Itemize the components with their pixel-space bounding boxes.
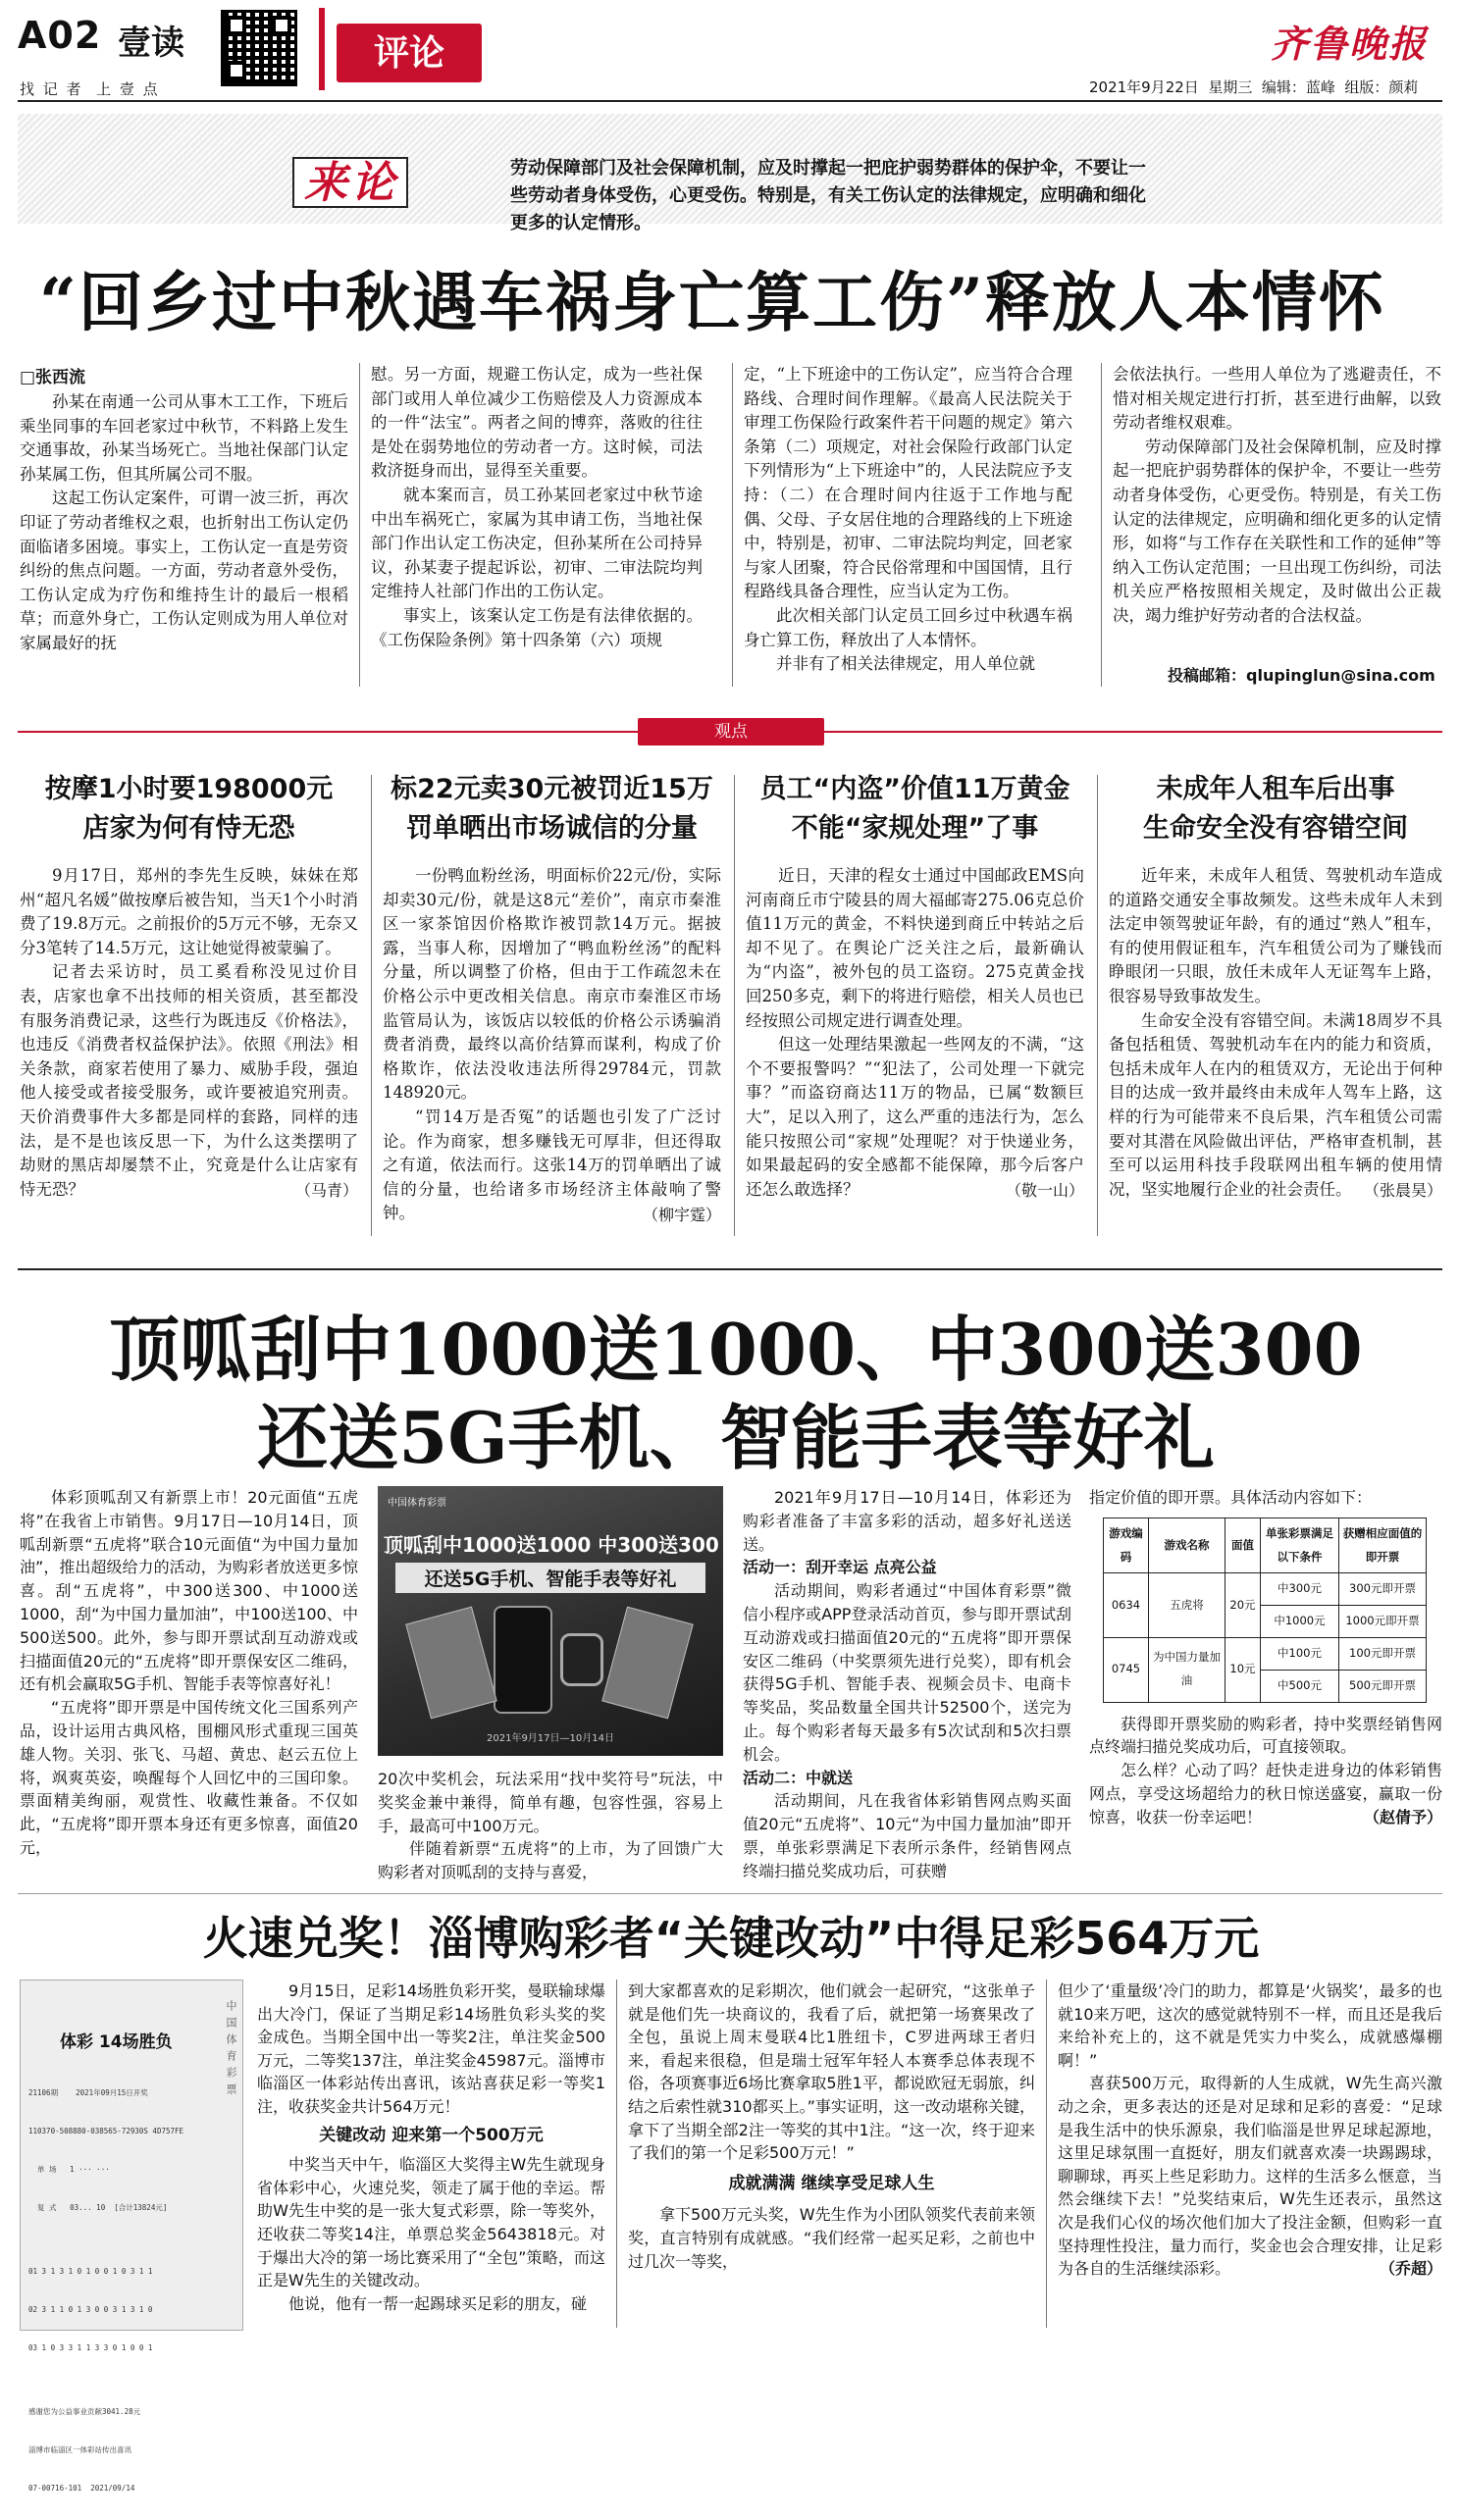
paper-logo: 齐鲁晚报 xyxy=(1271,22,1429,66)
lottery-headline-1: 顶呱刮中1000送1000、中300送300 xyxy=(109,1308,1363,1391)
lottery-para: “五虎将”即开票是中国传统文化三国系列产品，设计运用古典风格，围棚风形式重现三国英雄人物。关羽、张飞、马超、黄忠、赵云五位上将，飒爽英姿，唤醒每个人回忆中的三国印象。票面精美绚丽，观赏性、收藏性兼备。不仅如此，“五虎将”即开票本身还有更多惊喜，面值20元， xyxy=(20,1698,358,1857)
table-header: 游戏编码 xyxy=(1104,1517,1149,1573)
table-cell: 1000元即开票 xyxy=(1339,1606,1427,1638)
lailun-author: □张西流 xyxy=(20,368,86,387)
football-ticket-image xyxy=(20,1980,243,2493)
lottery-column-2-below xyxy=(378,1768,723,1884)
lailun-col1-para: 这起工伤认定案件，可谓一波三折，再次印证了劳动者维权之艰，也折射出工伤认定仍面临诸多困境。事实上，工伤认定一直是劳资纠纷的焦点问题。一方面，劳动者意外受伤，工伤认定成为疗伤和维持生计的最后一根稻草；而意外身亡，工伤认定则成为用人单位对家属最好的抚 xyxy=(20,489,348,652)
article-author: （马青） xyxy=(294,1181,358,1201)
lottery-para: 怎么样？心动了吗？赶快走进身边的体彩销售网点，享受这场超给力的秋日惊送盛宴，赢取一份惊喜，收获一份幸运吧！ xyxy=(1089,1761,1442,1826)
table-cell: 五虎将 xyxy=(1149,1573,1225,1638)
lottery-para: 伴随着新票“五虎将”的上市，为了回馈广大购彩者对顶呱刮的支持与喜爱， xyxy=(378,1839,723,1882)
lailun-column-4 xyxy=(1113,363,1441,629)
article-title: 员工“内盗”价值11万黄金 xyxy=(759,774,1070,804)
ticket-line: 淄博市临淄区一体彩站传出喜讯 xyxy=(28,2445,131,2454)
football-para: 中奖当天中午，临淄区大奖得主W先生就现身省体彩中心，火速兑奖，领走了属于他的幸运。帮助W先生中奖的是一张大复式彩票，除一等奖外，还收获二等奖14注，单票总奖金5643818元。对于爆出大冷的第一场比赛采用了“全包”策略，而这正是W先生的关键改动。 xyxy=(257,2155,605,2290)
guandian-article-1 xyxy=(20,770,358,1201)
ticket-line: 110370-508880-038565-72930S 4D757FE xyxy=(28,2127,184,2135)
football-author: （乔超） xyxy=(1379,2258,1442,2278)
lailun-col3-para: 此次相关部门认定员工回乡过中秋遇车祸身亡算工伤，释放出了人本情怀。 xyxy=(744,605,1072,649)
lailun-headline: “回乡过中秋遇车祸身亡算工伤”释放人本情怀 xyxy=(39,264,1385,340)
lailun-col2-para: 慰。另一方面，规避工伤认定，成为一些社保部门或用人单位减少工伤赔偿及人力资源成本的一件“法宝”。两者之间的博弈，落败的往往是处在弱势地位的劳动者一方。这时候，司法救济挺身而出，显得至关重要。 xyxy=(371,365,703,481)
column-divider xyxy=(734,775,735,1236)
lottery-headline-2: 还送5G手机、智能手表等好礼 xyxy=(257,1396,1215,1479)
lailun-col2-para: 事实上，该案认定工伤是有法律依据的。《工伤保险条例》第十四条第（六）项规 xyxy=(371,605,703,649)
table-header: 获赠相应面值的即开票 xyxy=(1339,1517,1427,1573)
section-name: 壹读 xyxy=(118,24,184,63)
table-header: 面值 xyxy=(1225,1517,1261,1573)
lailun-col3-para: 定，“上下班途中的工伤认定”，应当符合合理路线、合理时间作理解。《最高人民法院关于审理工伤保险行政案件若干问题的规定》第六条第（二）项规定，对社会保险行政部门认定下列情形为“上下班途中”的，人民法院应予支持：（二）在合理时间内往返于工作地与配偶、父母、子女居住地的合理路线的上下班途中，特别是，初审、二审法院均判定，回老家与家人团聚，符合民俗常理和中国国情，且行程路线具备合理性，应当认定为工伤。 xyxy=(744,365,1072,601)
article-author: （敬一山） xyxy=(1005,1181,1084,1201)
guandian-label: 观点 xyxy=(638,718,824,746)
article-title: 罚单晒出市场诚信的分量 xyxy=(406,813,698,844)
poster-brand: 中国体育彩票 xyxy=(388,1498,446,1509)
lottery-rule xyxy=(18,1268,1442,1270)
lailun-column-1 xyxy=(20,390,348,656)
football-subhead: 成就满满 继续享受足球人生 xyxy=(728,2173,935,2193)
ticket-lines xyxy=(28,2061,225,2520)
article-para: 近日，天津的程女士通过中国邮政EMS向河南商丘市宁陵县的周大福邮寄275.06克总价值11万元的黄金，不料快递到商丘中转站之后却不见了。在舆论广泛关注之后，最新确认为“内盗”，被外包的员工盗窃。275克黄金找回250多克，剩下的将进行赔偿，相关人员也已经按照公司规定进行调查处理。 xyxy=(746,866,1084,1030)
page-code: A02 xyxy=(18,14,102,57)
table-cell: 中500元 xyxy=(1261,1670,1339,1702)
lottery-column-4 xyxy=(1089,1486,1442,1828)
phone-image xyxy=(494,1606,552,1714)
lottery-para: 2021年9月17日—10月14日，体彩还为购彩者准备了丰富多彩的活动，超多好礼送送送。 xyxy=(743,1488,1071,1554)
article-author: （张晨昊） xyxy=(1363,1181,1442,1201)
ticket-line: 单 场 1 ··· ··· xyxy=(28,2165,110,2174)
lailun-col2-para: 就本案而言，员工孙某回老家过中秋节途中出车祸死亡，家属为其申请工伤，当地社保部门作出认定工伤决定，但孙某所在公司持异议，孙某妻子提起诉讼，初审、二审法院均判定维持人社部门作出的工伤认定。 xyxy=(371,485,703,601)
table-cell: 20元 xyxy=(1225,1573,1261,1638)
table-cell: 100元即开票 xyxy=(1339,1637,1427,1670)
poster-line-2: 还送5G手机、智能手表等好礼 xyxy=(395,1563,705,1593)
football-column-3 xyxy=(1058,1980,1442,2280)
ticket-line: 01 3 1 3 1 0 1 0 0 1 0 3 1 1 xyxy=(28,2267,153,2276)
lottery-author: （赵倩予） xyxy=(1363,1807,1442,1826)
lailun-badge: 来论 xyxy=(304,158,398,208)
column-tab-bracket xyxy=(319,8,325,90)
article-para: 但这一处理结果激起一些网友的不满，“这个不要报警吗？”“犯法了，公司处理一下就完事？”而盗窃商达11万的物品，已属“数额巨大”，足以入刑了，这么严重的违法行为，怎么能只按照公司“家规”处理呢？对于快递业务，如果最起码的安全感都不能保障，那今后客户还怎么敢选择？ xyxy=(746,1035,1084,1199)
football-column-2 xyxy=(628,1980,1035,2273)
column-divider xyxy=(1097,775,1098,1236)
article-title: 标22元卖30元被罚近15万 xyxy=(391,774,713,804)
article-title: 不能“家规处理”了事 xyxy=(791,813,1039,844)
column-divider xyxy=(732,363,733,687)
table-cell: 10元 xyxy=(1225,1637,1261,1702)
article-para: 记者去采访时，员工奚看称没见过价目表，店家也拿不出技师的相关资质，甚至都没有服务消费记录，这些行为既违反《价格法》，也违反《消费者权益保护法》。依照《刑法》相关条款，商家若使用了暴力、威胁手段，强迫他人接受或者接受服务，或许要被追究刑责。天价消费事件大多都是同样的套路，同样的违法，是不是也该反思一下，为什么这类摆明了劫财的黑店却屡禁不止，究竟是什么让店家有恃无恐？ xyxy=(20,962,358,1199)
article-para: 一份鸭血粉丝汤，明面标价22元/份，实际却卖30元/份，就是这8元“差价”，南京市秦淮区一家茶馆因价格欺诈被罚款14万元。据披露，当事人称，因增加了“鸭血粉丝汤”的配料分量，所以调整了价格，但由于工作疏忽未在价格公示中更改相关信息。南京市秦淮区市场监管局认为，该饭店以较低的价格公示诱骗消费者消费，最终以高价结算而谋利，构成了价格欺诈，依法没收违法所得29784元，罚款148920元。 xyxy=(383,866,721,1103)
football-para: 但少了‘重量级’冷门的助力，都算是‘火锅奖’，最多的也就10来万吧，这次的感觉就特别不一样，而且还是我后来给补充上的，这不就是凭实力中奖么，成就感爆棚啊！” xyxy=(1058,1981,1442,2070)
table-cell: 中100元 xyxy=(1261,1637,1339,1670)
guandian-article-4 xyxy=(1109,770,1442,1201)
poster-line-1: 顶呱刮中1000送1000 中300送300 xyxy=(384,1533,719,1557)
football-rule xyxy=(18,1893,1442,1894)
table-row xyxy=(1104,1573,1427,1606)
football-subhead: 关键改动 迎来第一个500万元 xyxy=(319,2125,544,2145)
ticket-fan-image xyxy=(601,1607,693,1720)
article-title: 店家为何有恃无恐 xyxy=(82,813,295,844)
football-para: 到大家都喜欢的足彩期次，他们就会一起研究，“这张单子就是他们先一块商议的，我看了后，就把第一场赛果改了全包，虽说上周末曼联4比1胜纽卡，C罗进两球王者归来，看起来很稳，但是瑞士冠军年轻人本赛季总体表现不俗，各项赛事近6场比赛拿取5胜1平，都说欧冠无弱旅，纠结之后索性就310都买上。”事实证明，这一改动堪称关键，拿下了当期全部2注一等奖的其中1注。“这一次，终于迎来了我们的第一个足彩500万元！” xyxy=(628,1981,1035,2163)
masthead-rule xyxy=(18,100,1442,102)
ticket-fan-image xyxy=(405,1607,496,1720)
table-cell: 500元即开票 xyxy=(1339,1670,1427,1702)
lottery-para: 获得即开票奖励的购彩者，持中奖票经销售网点终端扫描兑奖成功后，可直接领取。 xyxy=(1089,1714,1442,1757)
ticket-line: 复 式 03... 10 [合计13824元] xyxy=(28,2203,168,2212)
date-line: 2021年9月22日 星期三 编辑：蓝峰 组版：颜莉 xyxy=(1089,78,1419,96)
column-divider xyxy=(1046,1980,1047,2328)
lailun-column-2 xyxy=(371,363,703,652)
lottery-para: 活动期间，凡在我省体彩销售网点购买面值20元“五虎将”、10元“为中国力量加油”即开票，单张彩票满足下表所示条件，经销售网点终端扫描兑奖成功后，可获赠 xyxy=(743,1791,1071,1880)
activity-2-title: 活动二：中就送 xyxy=(743,1768,854,1787)
ticket-line: 07-00716-101 2021/09/14 xyxy=(28,2484,135,2493)
column-divider xyxy=(616,1980,617,2328)
football-para: 拿下500万元头奖，W先生作为小团队领奖代表前来领奖，直言特别有成就感。“我们经常一起买足彩，之前也中过几次一等奖， xyxy=(628,2205,1035,2271)
table-row xyxy=(1104,1637,1427,1670)
ticket-line: 02 3 1 1 0 1 3 0 0 3 1 3 1 0 xyxy=(28,2305,153,2314)
activity-1-title: 活动一：刮开幸运 点亮公益 xyxy=(743,1558,937,1577)
lottery-para: 指定价值的即开票。具体活动内容如下： xyxy=(1089,1488,1373,1507)
lottery-column-3 xyxy=(743,1486,1071,1883)
article-author: （柳宇霆） xyxy=(642,1205,721,1224)
article-para: “罚14万是否冤”的话题也引发了广泛讨论。作为商家，想多赚钱无可厚非，但还得取之有道，依法而行。这张14万的罚单晒出了诚信的分量，也给诸多市场经济主体敲响了警钟。 xyxy=(383,1106,721,1223)
guandian-article-2 xyxy=(383,770,721,1225)
lailun-col4-para: 会依法执行。一些用人单位为了逃避责任，不惜对相关规定进行打折，甚至进行曲解，以致劳动者维权艰难。 xyxy=(1113,365,1441,433)
guandian-article-3 xyxy=(746,770,1084,1201)
lottery-para: 活动期间，购彩者通过“中国体育彩票”微信小程序或APP登录活动首页，参与即开票试刮互动游戏或扫描面值20元的“五虎将”即开票保安区二维码（中奖票须先进行兑奖），即有机会获得5G手机、智能手表、视频会员卡、电商卡等奖品，奖品数量全国共计52500个，送完为止。每个购彩者每天最多有5次试刮和5次扫票机会。 xyxy=(743,1581,1071,1764)
table-cell: 中300元 xyxy=(1261,1573,1339,1606)
article-title: 按摩1小时要198000元 xyxy=(44,774,334,804)
lailun-column-3 xyxy=(744,363,1072,677)
article-title: 未成年人租车后出事 xyxy=(1156,774,1395,804)
lailun-col1-para: 孙某在南通一公司从事木工工作，下班后乘坐同事的车回老家过中秋节，不料路上发生交通事故，孙某当场死亡。当地社保部门认定孙某属工伤，但其所属公司不服。 xyxy=(20,392,348,484)
football-para: 9月15日，足彩14场胜负彩开奖，曼联输球爆出大冷门，保证了当期足彩14场胜负彩头奖的奖金成色。当期全国中出一等奖2注，单注奖金500万元，二等奖137注，单注奖金45987元。淄博市临淄区一体彩站传出喜讯，该站喜获足彩一等奖1注，收获奖金共计564万元！ xyxy=(257,1981,605,2116)
table-cell: 中1000元 xyxy=(1261,1606,1339,1638)
lottery-para: 20次中奖机会，玩法采用“找中奖符号”玩法，中奖奖金兼中兼得，简单有趣，包容性强，容易上手，最高可中100万元。 xyxy=(378,1770,723,1835)
lottery-column-1 xyxy=(20,1486,358,1860)
football-para: 喜获500万元，取得新的人生成就，W先生高兴激动之余，更多表达的还是对足球和足彩的喜爱：“足球是我生活中的快乐源泉，我们临淄是世界足球起源地，这里足球氛围一直挺好，朋友们就喜欢凑一块踢踢球，聊聊球，再买上些足彩助力。这样的生活多么惬意，当然会继续下去！”兑奖结束后，W先生还表示，虽然这次是我们心仪的场次他们加大了投注金额，但购彩一直坚持理性投注，量力而行，奖金也会合理安排，让足彩为各自的生活继续添彩。 xyxy=(1058,2074,1442,2279)
table-cell: 为中国力量加油 xyxy=(1149,1637,1225,1702)
football-headline: 火速兑奖！淄博购彩者“关键改动”中得足彩564万元 xyxy=(202,1912,1260,1965)
ticket-line: 感谢您为公益事业贡献3041.28元 xyxy=(28,2407,141,2416)
table-cell: 0634 xyxy=(1104,1573,1149,1638)
qr-code-icon[interactable] xyxy=(221,10,297,86)
article-para: 生命安全没有容错空间。未满18周岁不具备包括租赁、驾驶机动车在内的能力和资质，包括未成年人在内的租赁双方，无论出于何种目的达成一致并最终由未成年人驾车上路，这样的行为可能带来不良后果，汽车租赁公司需要对其潜在风险做出评估，严格审查机制，甚至可以运用科技手段联网出租车辆的使用情况，坚实地履行企业的社会责任。 xyxy=(1109,1010,1442,1199)
poster-dates: 2021年9月17日—10月14日 xyxy=(487,1733,614,1744)
ticket-line: 03 1 0 3 3 1 1 3 3 0 1 0 0 1 xyxy=(28,2343,153,2352)
football-para: 他说，他有一帮一起踢球买足彩的朋友，碰 xyxy=(288,2293,588,2313)
masthead-slogan: 找 记 者 上 壹 点 xyxy=(20,80,160,98)
column-tab: 评论 xyxy=(337,24,482,82)
column-divider xyxy=(359,363,360,687)
table-header: 单张彩票满足以下条件 xyxy=(1261,1517,1339,1573)
submission-email[interactable]: 投稿邮箱：qlupinglun@sina.com xyxy=(1168,666,1435,685)
article-title: 生命安全没有容错空间 xyxy=(1143,813,1408,844)
table-cell: 0745 xyxy=(1104,1637,1149,1702)
table-header: 游戏名称 xyxy=(1149,1517,1225,1573)
lottery-poster xyxy=(378,1486,723,1756)
ticket-title: 体彩 14场胜负 xyxy=(60,2032,173,2052)
article-para: 9月17日，郑州的李先生反映，妹妹在郑州“超凡名媛”做按摩后被告知，当天1个小时消费了19.8万元。之前报价的5万元不够，无奈又分3笔转了14.5万元，这让她觉得被蒙骗了。 xyxy=(20,866,358,957)
article-para: 近年来，未成年人租赁、驾驶机动车造成的道路交通安全事故频发。这些未成年人未到法定申领驾驶证年龄，有的通过“熟人”租车，有的使用假证租车，汽车租赁公司为了赚钱而睁眼闭一只眼，放任未成年人无证驾车上路，很容易导致事故发生。 xyxy=(1109,866,1442,1005)
watch-image xyxy=(560,1633,603,1686)
prize-table xyxy=(1103,1517,1427,1703)
column-divider xyxy=(1101,363,1102,687)
ticket-line: 21106期 2021年09月15日开奖 xyxy=(28,2088,148,2097)
lailun-intro: 劳动保障部门及社会保障机制，应及时撑起一把庇护弱势群体的保护伞，不要让一些劳动者身体受伤，心更受伤。特别是，有关工伤认定的法律规定，应明确和细化更多的认定情形。 xyxy=(510,158,1146,233)
column-divider xyxy=(371,775,372,1236)
table-cell: 300元即开票 xyxy=(1339,1573,1427,1606)
football-column-1 xyxy=(257,1980,605,2315)
lailun-col3-para: 并非有了相关法律规定，用人单位就 xyxy=(776,654,1035,674)
lailun-col4-para: 劳动保障部门及社会保障机制，应及时撑起一把庇护弱势群体的保护伞，不要让一些劳动者身体受伤，心更受伤。特别是，有关工伤认定的法律规定，应明确和细化更多的认定情形，如将“与工作存在关联性和工作的延伸”等纳入工伤认定范围；一旦出现工伤纠纷，司法机关应严格按照相关规定，及时做出公正裁决，竭力维护好劳动者的合法权益。 xyxy=(1113,437,1441,625)
ticket-side-label: 中国体育彩票 xyxy=(225,2000,237,2100)
lottery-para: 体彩顶呱刮又有新票上市！20元面值“五虎将”在我省上市销售。9月17日—10月14日，顶呱刮新票“五虎将”联合10元面值“为中国力量加油”，推出超级给力的活动，为购彩者放送更多惊喜。刮“五虎将”，中300送300、中1000送1000，刮“为中国力量加油”，中100送100、中500送500。此外，参与即开票试刮互动游戏或扫描面值20元的“五虎将”即开票保安区二维码，还有机会赢取5G手机、智能手表等惊喜好礼！ xyxy=(20,1488,358,1694)
